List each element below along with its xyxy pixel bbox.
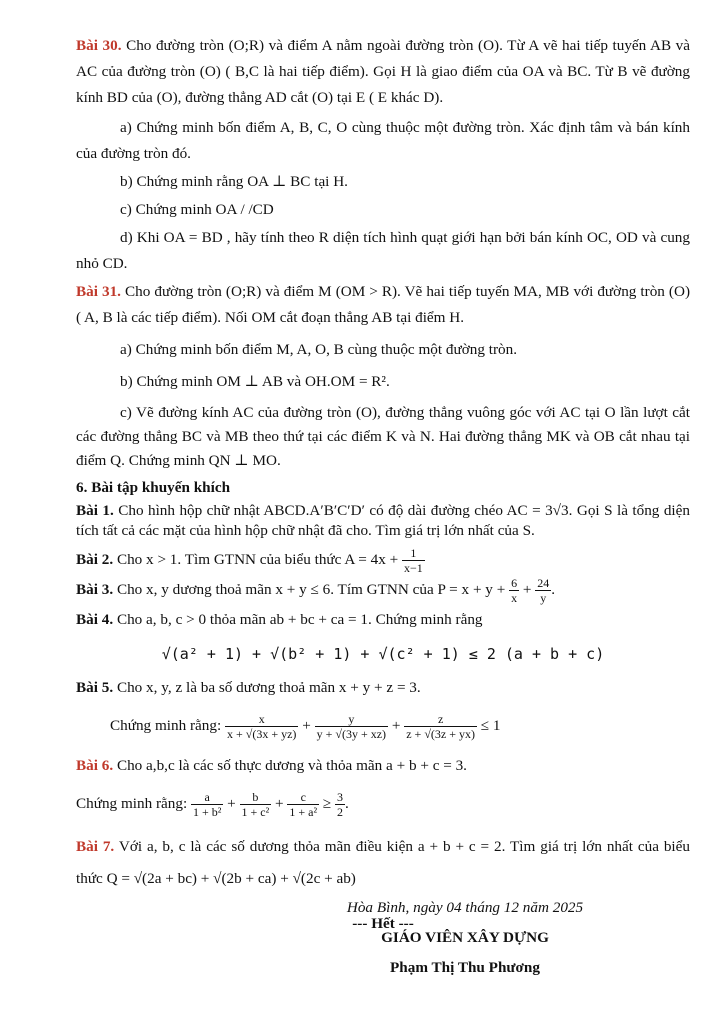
exercise-3 (76, 575, 690, 605)
fraction: $\frac{x}{x + √(3x + yz)}$ (226, 712, 297, 742)
document-page (76, 33, 690, 937)
exercise-5 (76, 675, 690, 701)
exercise-label: Bài 3. (76, 581, 114, 599)
problem-31-c: c) Vẽ đường kính AC của đường tròn (O), đường thẳng vuông góc với AC tại O lần lượt cắt các đường thẳng BC và MB theo thứ tại các điểm K và N. Hai đường thẳng MK và OB cắt nhau tại điểm Q. Chứng minh QN ⊥ MO. (76, 404, 690, 469)
exercise-label: Bài 1. (76, 502, 114, 519)
date-line: Hòa Bình, ngày 04 tháng 12 năm 2025 (346, 899, 584, 916)
problem-30 (76, 33, 690, 111)
problem-text: Cho đường tròn (O;R) và điểm A nằm ngoài đường tròn (O). Từ A vẽ hai tiếp tuyến AB và AC của đường tròn (O) ( B,C là hai tiếp điểm). Gọi H là giao điểm của OA và BC. Từ B vẽ đường kính BD của (O), đường thẳng AD cắt (O) tại E ( E khác D). (76, 37, 690, 106)
problem-text: Cho đường tròn (O;R) và điểm M (OM > R). Vẽ hai tiếp tuyến MA, MB với đường tròn (O) ( A, B là các tiếp điểm). Nối OM cắt đoạn thẳng AB tại điểm H. (76, 283, 690, 326)
fraction: $\frac{6}{x}$ (511, 576, 518, 606)
section-heading: 6. Bài tập khuyến khích (76, 479, 231, 496)
signature-block (340, 893, 590, 983)
exercise-label: Bài 4. (76, 611, 114, 629)
exercise-text: Cho x, y dương thoả mãn x + y ≤ 6. Tím GTNN của P = x + y + (113, 581, 506, 599)
exercise-text: Với a, b, c là các số dương thỏa mãn điều kiện a + b + c = 2. Tìm giá trị lớn nhất của biểu thức Q = √(2a + bc) + √(2b + ca) + √(2c + ab) (76, 838, 690, 888)
end-marker: --- Hết --- (352, 915, 414, 933)
exercise-6-formula: Chứng minh rằng: $\frac{a}{\text{1 + b²}}$ + $\frac{b}{\text{1 + c²}}$ + $\frac{c}{\text{1 + a²}}$ ≥ $\frac{3}{2}$ . (76, 790, 349, 820)
problem-30-a: a) Chứng minh bốn điểm A, B, C, O cùng thuộc một đường tròn. Xác định tâm và bán kính của đường tròn đó. (76, 119, 690, 162)
exercise-7 (76, 831, 690, 895)
exercise-2 (76, 545, 690, 575)
problem-30-d: d) Khi OA = BD , hãy tính theo R diện tích hình quạt giới hạn bởi bán kính OC, OD và cung nhỏ CD. (76, 229, 690, 272)
exercise-label: Bài 5. (76, 679, 114, 697)
fraction: $\frac{3}{2}$ (337, 790, 344, 820)
author-name: Phạm Thị Thu Phương (390, 959, 540, 976)
exercise-text: Cho x > 1. Tìm GTNN của biểu thức A = 4x + (113, 551, 399, 568)
exercise-label: Bài 7. (76, 838, 115, 856)
exercise-5-formula: Chứng minh rằng: $\frac{x}{x + √(3x + yz)}$ + $\frac{y}{y + √(3y + xz)}$ + $\frac{z}{z + √(3z + yx)}$ ≤ 1 (110, 712, 501, 742)
exercise-label: Bài 2. (76, 551, 114, 568)
problem-label: Bài 30. (76, 37, 122, 54)
problem-31-b: b) Chứng minh OM ⊥ AB và OH.OM = R². (120, 373, 390, 390)
fraction: $\frac{b}{\text{1 + c²}}$ (241, 790, 270, 820)
exercise-6 (76, 753, 690, 779)
fraction: $\frac{z}{z + √(3z + yx)}$ (406, 712, 475, 742)
exercise-text: Cho a, b, c > 0 thỏa mãn ab + bc + ca = 1. Chứng minh rằng (113, 611, 483, 629)
exercise-4 (76, 607, 690, 633)
fraction: $\frac{c}{\text{1 + a²}}$ (289, 790, 318, 820)
plus-sign: + (522, 581, 532, 599)
exercise-4-formula: √(a² + 1) + √(b² + 1) + √(c² + 1) ≤ 2 (a + b + c) (161, 645, 605, 664)
problem-30-b: b) Chứng minh rằng OA ⊥ BC tại H. (120, 173, 348, 190)
fraction: $\frac{24}{y}$ (537, 576, 550, 606)
period: . (551, 581, 556, 599)
exercise-label: Bài 6. (76, 757, 114, 775)
exercise-text: Cho hình hộp chữ nhật ABCD.A′B′C′D′ có độ dài đường chéo AC = 3√3. Gọi S là tổng diện tích tất cả các mặt của hình hộp chữ nhật đã cho. Tìm giá trị lớn nhất của S. (76, 502, 690, 539)
author-role: GIÁO VIÊN XÂY DỰNG (381, 929, 549, 946)
problem-30-c: c) Chứng minh OA / /CD (120, 201, 274, 218)
exercise-text: Cho x, y, z là ba số dương thoả mãn x + y + z = 3. (113, 679, 421, 697)
fraction: $\frac{1}{x-1}$ (404, 546, 423, 576)
exercise-text: Cho a,b,c là các số thực dương và thỏa mãn a + b + c = 3. (113, 757, 467, 775)
problem-31 (76, 279, 690, 331)
exercise-1 (76, 501, 690, 541)
fraction: $\frac{y}{y + √(3y + xz)}$ (316, 712, 387, 742)
problem-label: Bài 31. (76, 283, 121, 300)
fraction: $\frac{a}{\text{1 + b²}}$ (192, 790, 222, 820)
problem-31-a: a) Chứng minh bốn điểm M, A, O, B cùng thuộc một đường tròn. (120, 341, 517, 358)
